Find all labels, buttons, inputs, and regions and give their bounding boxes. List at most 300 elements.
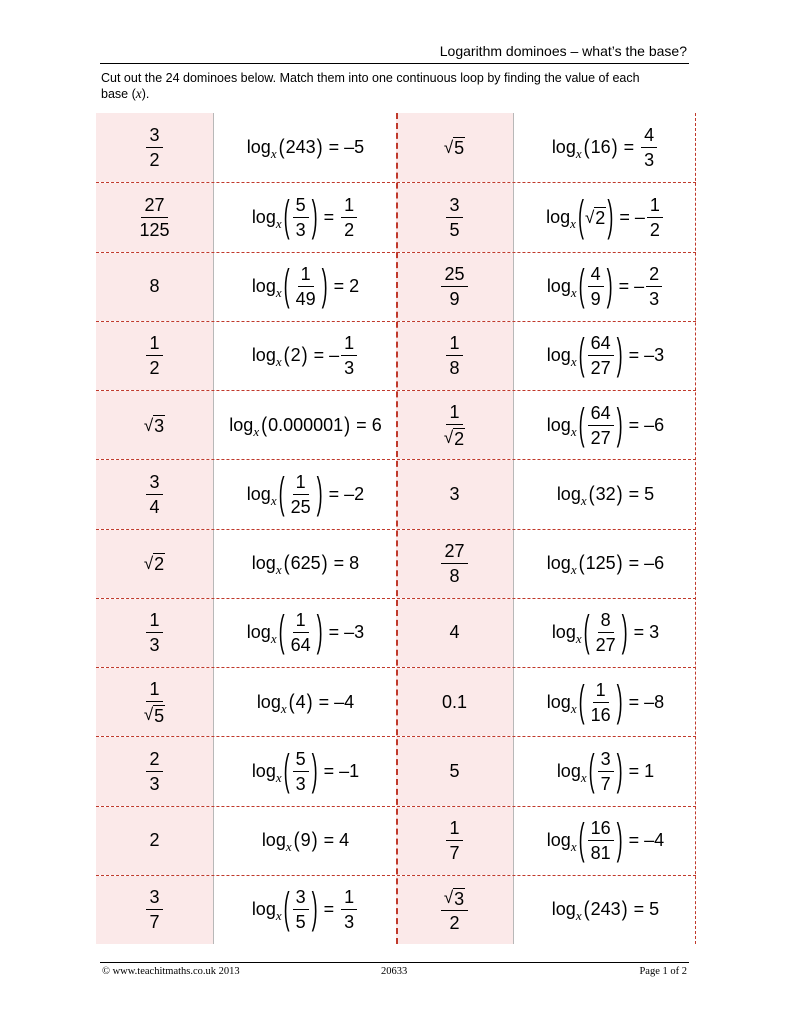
equals-sign: = bbox=[633, 622, 645, 643]
left-paren: ( bbox=[293, 828, 300, 853]
fraction bbox=[293, 886, 309, 933]
denominator bbox=[446, 356, 462, 379]
log-function bbox=[251, 345, 283, 370]
denominator bbox=[293, 772, 309, 795]
right-paren: ) bbox=[616, 551, 623, 576]
sqrt bbox=[144, 415, 165, 436]
log-function bbox=[546, 414, 578, 439]
den: 4 bbox=[149, 496, 160, 517]
num: 1 bbox=[344, 333, 355, 354]
num: 5 bbox=[295, 748, 306, 769]
equals-sign: = bbox=[333, 553, 345, 574]
numerator bbox=[446, 332, 462, 356]
value: 1 bbox=[644, 760, 655, 781]
fraction bbox=[136, 194, 172, 241]
radicand: 5 bbox=[454, 138, 465, 159]
domino-question bbox=[513, 391, 697, 459]
numerator bbox=[641, 124, 657, 148]
log-word: log bbox=[246, 483, 271, 504]
num: 1 bbox=[449, 333, 460, 354]
value: 8 bbox=[349, 553, 360, 574]
log-function bbox=[551, 899, 583, 924]
answer-value bbox=[149, 830, 159, 851]
denominator bbox=[341, 356, 357, 379]
log-word: log bbox=[551, 899, 576, 920]
denominator bbox=[588, 287, 604, 310]
log-equation bbox=[252, 263, 359, 310]
log-equation bbox=[252, 886, 359, 933]
value: –6 bbox=[644, 414, 665, 435]
log-word: log bbox=[246, 622, 271, 643]
fraction bbox=[588, 332, 614, 379]
den: 7 bbox=[449, 843, 460, 864]
num: 1 bbox=[449, 818, 460, 839]
left-paren: ( bbox=[578, 676, 585, 725]
domino-question bbox=[213, 183, 397, 251]
equals-sign: = bbox=[323, 206, 335, 227]
domino-answer bbox=[96, 322, 213, 390]
log-function bbox=[261, 830, 293, 855]
fraction bbox=[288, 471, 314, 518]
den: 25 bbox=[290, 496, 311, 517]
domino-question bbox=[513, 668, 697, 736]
value: 9 bbox=[300, 830, 311, 851]
numerator bbox=[146, 471, 162, 495]
instructions bbox=[101, 70, 697, 102]
equals-sign: = bbox=[333, 276, 345, 297]
right-paren: ) bbox=[321, 551, 328, 576]
num: 3 bbox=[600, 748, 611, 769]
domino-answer bbox=[396, 460, 513, 528]
right-paren: ) bbox=[311, 192, 318, 241]
den: 3 bbox=[344, 912, 355, 933]
num: 16 bbox=[590, 818, 611, 839]
numerator bbox=[146, 678, 162, 702]
log-base: x bbox=[570, 354, 577, 370]
radical-sign: √ bbox=[584, 207, 595, 227]
equals-sign: = bbox=[619, 206, 630, 227]
value: 0.1 bbox=[441, 691, 468, 712]
right-paren: ) bbox=[306, 689, 313, 714]
den: 7 bbox=[149, 912, 160, 933]
domino-answer bbox=[396, 668, 513, 736]
domino-question bbox=[213, 391, 397, 459]
log-word: log bbox=[251, 553, 276, 574]
right-paren: ) bbox=[616, 815, 623, 864]
domino-question bbox=[513, 599, 697, 667]
num: 1 bbox=[295, 610, 306, 631]
minus-sign: – bbox=[329, 345, 340, 366]
log-function bbox=[546, 553, 578, 578]
log-word: log bbox=[251, 276, 276, 297]
numerator bbox=[647, 194, 663, 218]
right-paren: ) bbox=[621, 897, 628, 922]
log-word: log bbox=[256, 691, 281, 712]
right-paren: ) bbox=[344, 412, 351, 437]
value: –4 bbox=[644, 830, 665, 851]
domino-answer bbox=[396, 807, 513, 875]
domino-question bbox=[213, 599, 397, 667]
left-paren: ( bbox=[588, 481, 595, 506]
radical-sign: √ bbox=[443, 887, 454, 907]
num: 5 bbox=[295, 194, 306, 215]
den: 9 bbox=[449, 289, 460, 310]
num: 1 bbox=[149, 679, 160, 700]
domino-answer bbox=[96, 113, 213, 182]
domino-question bbox=[513, 253, 697, 321]
fraction bbox=[146, 332, 162, 379]
den: 49 bbox=[295, 289, 316, 310]
log-word: log bbox=[261, 830, 286, 851]
right-paren: ) bbox=[606, 261, 613, 310]
answer-value bbox=[144, 886, 164, 933]
num: 1 bbox=[649, 194, 660, 215]
domino-answer bbox=[396, 391, 513, 459]
num: 1 bbox=[449, 402, 460, 423]
domino-question bbox=[213, 253, 397, 321]
fraction bbox=[588, 679, 614, 726]
left-paren: ( bbox=[283, 884, 290, 933]
log-word: log bbox=[246, 137, 271, 158]
denominator bbox=[446, 841, 462, 864]
fraction bbox=[441, 540, 467, 587]
fraction bbox=[598, 748, 614, 795]
log-base: x bbox=[280, 700, 287, 716]
num: 1 bbox=[295, 471, 306, 492]
right-paren: ) bbox=[611, 135, 618, 160]
log-word: log bbox=[229, 414, 254, 435]
answer-value bbox=[444, 332, 464, 379]
fraction bbox=[146, 609, 162, 656]
fraction bbox=[441, 401, 468, 449]
log-base: x bbox=[570, 285, 577, 301]
den: 2 bbox=[149, 150, 160, 171]
denominator bbox=[288, 633, 314, 656]
left-paren: ( bbox=[288, 689, 295, 714]
numerator bbox=[293, 748, 309, 772]
value: 243 bbox=[590, 899, 621, 920]
denominator bbox=[146, 772, 162, 795]
log-word: log bbox=[546, 691, 571, 712]
domino-answer bbox=[96, 391, 213, 459]
left-paren: ( bbox=[583, 607, 590, 656]
den: 3 bbox=[344, 358, 355, 379]
value: 4 bbox=[295, 691, 306, 712]
value: 8 bbox=[149, 276, 160, 297]
domino-question bbox=[513, 737, 697, 805]
footer-copyright: © www.teachitmaths.co.uk 2013 bbox=[102, 966, 240, 977]
equals-sign: = bbox=[633, 899, 645, 920]
fraction bbox=[646, 263, 662, 310]
radical-sign: √ bbox=[443, 138, 454, 158]
domino-answer bbox=[96, 876, 213, 944]
log-function bbox=[251, 760, 283, 785]
log-function bbox=[256, 691, 288, 716]
num: 1 bbox=[595, 679, 606, 700]
fraction bbox=[341, 332, 357, 379]
left-paren: ( bbox=[583, 135, 590, 160]
domino-answer bbox=[96, 807, 213, 875]
fraction bbox=[293, 263, 319, 310]
left-paren: ( bbox=[583, 897, 590, 922]
right-paren: ) bbox=[311, 746, 318, 795]
value: 5 bbox=[649, 899, 660, 920]
answer-value bbox=[139, 678, 170, 726]
equals-sign: = bbox=[628, 345, 640, 366]
column-cut-line bbox=[396, 113, 398, 944]
log-word: log bbox=[551, 622, 576, 643]
domino-answer bbox=[396, 737, 513, 805]
log-equation bbox=[251, 551, 360, 578]
domino-question bbox=[513, 807, 697, 875]
log-equation bbox=[552, 609, 659, 656]
log-function bbox=[246, 622, 278, 647]
domino-answer bbox=[96, 530, 213, 598]
denominator bbox=[146, 356, 162, 379]
fraction bbox=[647, 194, 663, 241]
equals-sign: = bbox=[356, 414, 367, 435]
log-function bbox=[556, 760, 588, 785]
denominator bbox=[446, 218, 462, 241]
numerator bbox=[293, 194, 309, 218]
log-function bbox=[546, 276, 578, 301]
equals-sign: = bbox=[328, 483, 340, 504]
den: 8 bbox=[449, 566, 460, 587]
log-equation bbox=[546, 194, 665, 241]
value: 2 bbox=[149, 830, 160, 851]
right-paren: ) bbox=[316, 135, 323, 160]
value: 6 bbox=[371, 414, 382, 435]
log-base: x bbox=[580, 492, 587, 508]
domino-answer bbox=[96, 253, 213, 321]
value: –3 bbox=[644, 345, 665, 366]
log-equation bbox=[246, 135, 365, 162]
denominator bbox=[641, 148, 657, 171]
answer-value bbox=[144, 124, 164, 171]
den: 3 bbox=[295, 219, 306, 240]
log-base: x bbox=[275, 285, 282, 301]
log-word: log bbox=[551, 137, 576, 158]
log-base: x bbox=[275, 215, 282, 231]
domino-answer bbox=[396, 599, 513, 667]
answer-value bbox=[444, 194, 464, 241]
domino-answer bbox=[396, 183, 513, 251]
answer-value bbox=[134, 194, 174, 241]
fraction bbox=[588, 402, 614, 449]
denominator bbox=[588, 356, 614, 379]
left-paren: ( bbox=[283, 192, 290, 241]
equals-sign: = bbox=[618, 276, 630, 297]
equals-sign: = bbox=[328, 622, 340, 643]
radical-sign: √ bbox=[143, 554, 154, 574]
left-paren: ( bbox=[578, 261, 585, 310]
equals-sign: = bbox=[323, 899, 335, 920]
num: 27 bbox=[444, 541, 465, 562]
right-paren: ) bbox=[616, 676, 623, 725]
radical-sign: √ bbox=[143, 415, 154, 435]
log-base: x bbox=[275, 354, 282, 370]
equals-sign: = bbox=[623, 137, 635, 158]
den: 2 bbox=[149, 358, 160, 379]
value: –1 bbox=[339, 760, 360, 781]
log-equation bbox=[547, 817, 664, 864]
numerator bbox=[141, 194, 167, 218]
left-paren: ( bbox=[578, 815, 585, 864]
answer-value bbox=[144, 748, 164, 795]
den: 27 bbox=[595, 635, 616, 656]
den: 2 bbox=[449, 912, 460, 933]
numerator bbox=[646, 263, 662, 287]
log-base: x bbox=[275, 562, 282, 578]
log-word: log bbox=[556, 483, 581, 504]
numerator bbox=[146, 886, 162, 910]
domino-question bbox=[513, 530, 697, 598]
left-paren: ( bbox=[283, 261, 290, 310]
den: 125 bbox=[139, 219, 170, 240]
fraction bbox=[341, 194, 357, 241]
minus-sign: – bbox=[634, 206, 645, 227]
fraction bbox=[141, 678, 168, 726]
log-word: log bbox=[546, 553, 571, 574]
denominator bbox=[146, 633, 162, 656]
log-equation bbox=[546, 551, 665, 578]
answer-value bbox=[439, 263, 469, 310]
left-paren: ( bbox=[578, 551, 585, 576]
fraction bbox=[446, 332, 462, 379]
answer-value bbox=[444, 817, 464, 864]
domino-question bbox=[513, 322, 697, 390]
sqrt bbox=[144, 704, 165, 726]
denominator bbox=[446, 911, 462, 934]
log-function bbox=[229, 414, 260, 439]
right-paren: ) bbox=[316, 469, 323, 518]
den: 2 bbox=[344, 219, 355, 240]
log-equation bbox=[552, 124, 659, 171]
log-base: x bbox=[275, 908, 282, 924]
answer-value bbox=[439, 886, 470, 934]
value: 0.000001 bbox=[268, 414, 344, 435]
denominator bbox=[146, 910, 162, 933]
domino-answer bbox=[396, 253, 513, 321]
value: 5 bbox=[644, 483, 655, 504]
numerator bbox=[593, 679, 609, 703]
answer-value bbox=[444, 137, 465, 158]
numerator bbox=[341, 194, 357, 218]
right-paren: ) bbox=[311, 828, 318, 853]
domino-question bbox=[213, 460, 397, 528]
den: 7 bbox=[600, 773, 611, 794]
den: 27 bbox=[590, 358, 611, 379]
equals-sign: = bbox=[628, 830, 640, 851]
num: 25 bbox=[444, 264, 465, 285]
equals-sign: = bbox=[628, 760, 640, 781]
equals-sign: = bbox=[323, 830, 335, 851]
denominator bbox=[446, 564, 462, 587]
instructions-line-1: Cut out the 24 dominoes below. Match them into one continuous loop by finding the value of each bbox=[101, 71, 640, 85]
domino-question bbox=[213, 530, 397, 598]
radicand: 5 bbox=[154, 706, 165, 727]
num: 2 bbox=[649, 264, 660, 285]
fraction bbox=[341, 886, 357, 933]
domino-answer bbox=[96, 668, 213, 736]
domino-answer bbox=[96, 460, 213, 528]
log-base: x bbox=[570, 423, 577, 439]
domino-question bbox=[213, 737, 397, 805]
den: 3 bbox=[649, 289, 660, 310]
value: –5 bbox=[344, 137, 365, 158]
left-paren: ( bbox=[261, 412, 268, 437]
value: –3 bbox=[344, 622, 365, 643]
numerator bbox=[293, 886, 309, 910]
instructions-line-2: base (x). bbox=[101, 86, 150, 101]
log-equation bbox=[229, 412, 382, 439]
fraction bbox=[588, 817, 614, 864]
answer-value bbox=[449, 622, 459, 643]
numerator bbox=[446, 817, 462, 841]
domino-question bbox=[213, 113, 397, 182]
page-footer bbox=[100, 962, 689, 977]
den: 81 bbox=[590, 843, 611, 864]
log-base: x bbox=[253, 423, 260, 439]
domino-answer bbox=[396, 876, 513, 944]
log-word: log bbox=[546, 414, 571, 435]
value: 243 bbox=[285, 137, 316, 158]
log-equation bbox=[547, 263, 664, 310]
log-word: log bbox=[251, 206, 276, 227]
log-function bbox=[546, 206, 577, 231]
numerator bbox=[588, 263, 604, 287]
log-equation bbox=[547, 332, 664, 379]
radicand: 2 bbox=[454, 429, 465, 450]
fraction bbox=[446, 194, 462, 241]
den: 5 bbox=[295, 912, 306, 933]
radical-sign: √ bbox=[443, 428, 454, 448]
log-equation bbox=[546, 399, 665, 449]
value: –2 bbox=[344, 483, 365, 504]
fraction bbox=[293, 748, 309, 795]
right-paren: ) bbox=[301, 343, 308, 368]
den: 2 bbox=[649, 219, 660, 240]
equals-sign: = bbox=[628, 483, 640, 504]
domino-question bbox=[513, 113, 697, 182]
log-function bbox=[246, 483, 278, 508]
log-word: log bbox=[546, 276, 571, 297]
denominator bbox=[593, 633, 619, 656]
right-paren: ) bbox=[616, 399, 623, 448]
left-paren: ( bbox=[283, 746, 290, 795]
num: 64 bbox=[590, 333, 611, 354]
sqrt bbox=[144, 553, 165, 574]
num: 1 bbox=[149, 610, 160, 631]
value: 625 bbox=[290, 553, 321, 574]
numerator bbox=[446, 194, 462, 218]
denominator bbox=[598, 772, 614, 795]
fraction bbox=[293, 194, 309, 241]
denominator bbox=[136, 218, 172, 241]
answer-value bbox=[149, 276, 159, 297]
equals-sign: = bbox=[328, 137, 340, 158]
num: 1 bbox=[344, 194, 355, 215]
value: –6 bbox=[644, 553, 665, 574]
log-base: x bbox=[570, 700, 577, 716]
log-equation bbox=[261, 828, 350, 855]
minus-sign: – bbox=[634, 276, 645, 297]
domino-question bbox=[213, 322, 397, 390]
radicand: 2 bbox=[154, 554, 165, 575]
log-base: x bbox=[580, 769, 587, 785]
log-word: log bbox=[546, 345, 571, 366]
numerator bbox=[146, 748, 162, 772]
